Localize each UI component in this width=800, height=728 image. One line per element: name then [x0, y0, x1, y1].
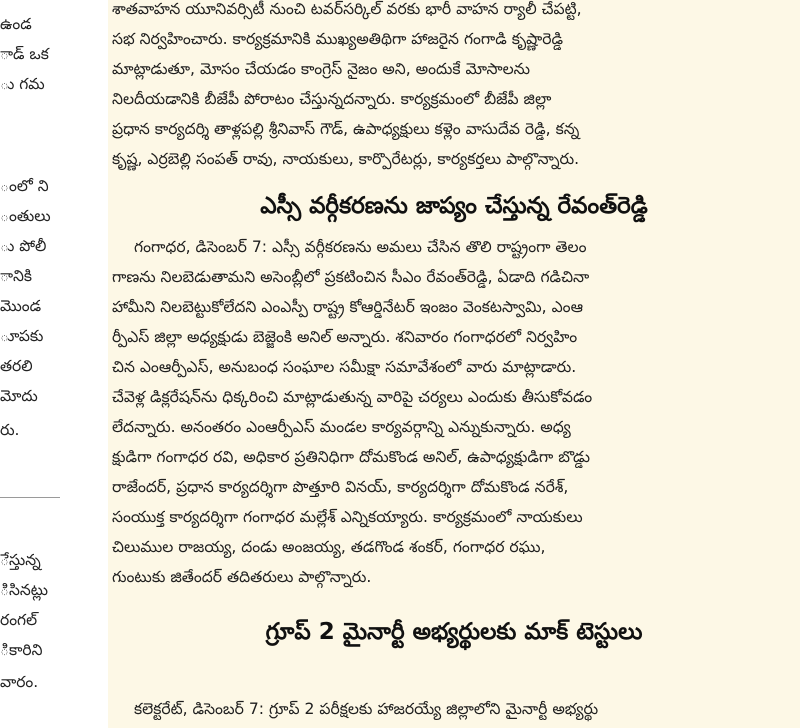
body-text-line: చిన ఎంఆర్పీఎస్, అనుబంధ సంఘాల సమీక్షా సమావేశంలో వారు మాట్లాడారు. — [112, 358, 577, 376]
body-text-line: గుంటుకు జితేందర్ తదితరులు పాల్గొన్నారు. — [112, 568, 372, 586]
body-text-line: ర్పీఎస్ జిల్లా అధ్యక్షుడు బెజ్జెంకి అనిల్ అన్నారు. శనివారం గంగాధరలో నిర్వహిం — [112, 328, 578, 346]
article-column — [108, 0, 800, 728]
left-column — [0, 0, 64, 728]
left-column-fragment: వారం. — [0, 673, 39, 691]
left-column-fragment: ిసినట్లు — [0, 581, 49, 599]
left-column-fragment: ాడ్ ఒక — [0, 45, 49, 63]
body-text-line: నిలదీయడానికి బీజేపీ పోరాటం చేస్తున్నదన్నారు. కార్యక్రమంలో బీజేపీ జిల్లా — [112, 90, 552, 108]
body-text-line: ప్రధాన కార్యదర్శి తాళ్లపల్లి శ్రీనివాస్ గౌడ్, ఉపాధ్యక్షులు కళ్లెం వాసుదేవ రెడ్డి, కన్న — [112, 120, 580, 138]
headline-group2-mock-tests: గ్రూప్ 2 మైనార్టీ అభ్యర్థులకు మాక్ టెస్టులు — [265, 619, 643, 645]
body-text-line: చిలుముల రాజయ్య, దండు అంజయ్య, తడగొండ శంకర్, గంగాధర రఘు, — [112, 538, 546, 556]
left-column-fragment: మోదు — [0, 387, 38, 405]
body-text-line: గంగాధర, డిసెంబర్ 7: ఎస్సీ వర్గీకరణను అమలు చేసిన తొలి రాష్ట్రంగా తెలం — [134, 238, 587, 256]
left-column-fragment: ికారిని — [0, 641, 43, 659]
left-column-fragment: ు పోలీ — [0, 237, 47, 255]
left-column-fragment: ేస్తున్న — [0, 551, 41, 569]
body-text-line: లేదన్నారు. అనంతరం ఎంఆర్పీఎస్ మండల కార్యవర్గాన్ని ఎన్నుకున్నారు. అధ్య — [112, 418, 571, 436]
left-column-fragment: మొండ — [0, 297, 42, 315]
left-column-fragment: రంగల్ — [0, 611, 38, 629]
body-text-line: కృష్ణ, ఎర్రబెల్లి సంపత్ రావు, నాయకులు, కార్పొరేటర్లు, కార్యకర్తలు పాల్గొన్నారు. — [112, 150, 580, 168]
left-column-fragment: ంతులు — [0, 207, 51, 225]
left-column-fragment: ానికి — [0, 267, 32, 285]
body-text-line: సభ నిర్వహించారు. కార్యక్రమానికి ముఖ్యఅతిథిగా హాజరైన గంగాడి కృష్ణారెడ్డి — [112, 30, 564, 48]
body-text-line: హామీని నిలబెట్టుకోలేదని ఎంఎస్పీ రాష్ట్ర కోఆర్డినేటర్ ఇంజం వెంకటస్వామి, ఎంఆ — [112, 298, 584, 316]
body-text-line: శాతవాహన యూనివర్సిటీ నుంచి టవర్‌సర్కిల్ వరకు భారీ వాహన ర్యాలీ చేపట్టి, — [112, 0, 582, 18]
column-divider-rule — [0, 497, 60, 498]
left-column-fragment: ూపకు — [0, 327, 44, 345]
left-column-fragment: తరలి — [0, 357, 33, 375]
body-text-line: క్షుడిగా గంగాధర రవి, అధికార ప్రతినిధిగా దోమకొండ అనిల్, ఉపాధ్యక్షుడిగా బొడ్డు — [112, 448, 590, 466]
left-column-fragment: ంలో ని — [0, 177, 49, 195]
left-column-fragment: రు. — [0, 421, 20, 439]
left-column-fragment: ు గమ — [0, 75, 45, 93]
body-text-line: సంయుక్త కార్యదర్శిగా గంగాధర మల్లేశ్ ఎన్నికయ్యారు. కార్యక్రమంలో నాయకులు — [112, 508, 583, 526]
body-text-line: చేవెళ్ల డిక్లరేషన్‌ను ధిక్కరించి మాట్లాడుతున్న వారిపై చర్యలు ఎందుకు తీసుకోవడం — [112, 388, 593, 406]
body-text-line: రాజేందర్, ప్రధాన కార్యదర్శిగా పొత్తూరి వినయ్, కార్యదర్శిగా దోమకొండ నరేశ్, — [112, 478, 569, 496]
body-text-line: మాట్లాడుతూ, మోసం చేయడం కాంగ్రెస్ నైజం అని, అందుకే మోసాలను — [112, 60, 531, 78]
body-text-line: కలెక్టరేట్, డిసెంబర్ 7: గ్రూప్ 2 పరీక్షలకు హాజరయ్యే జిల్లాలోని మైనార్టీ అభ్యర్థు — [134, 700, 599, 718]
left-column-fragment: ఉండ — [0, 15, 32, 33]
headline-sc-classification: ఎస్సీ వర్గీకరణను జాప్యం చేస్తున్న రేవంత్‌రెడ్డి — [260, 193, 648, 219]
body-text-line: గాణను నిలబెడుతామని అసెంబ్లీలో ప్రకటించిన సీఎం రేవంత్‌రెడ్డి, ఏడాది గడిచినా — [112, 268, 590, 286]
